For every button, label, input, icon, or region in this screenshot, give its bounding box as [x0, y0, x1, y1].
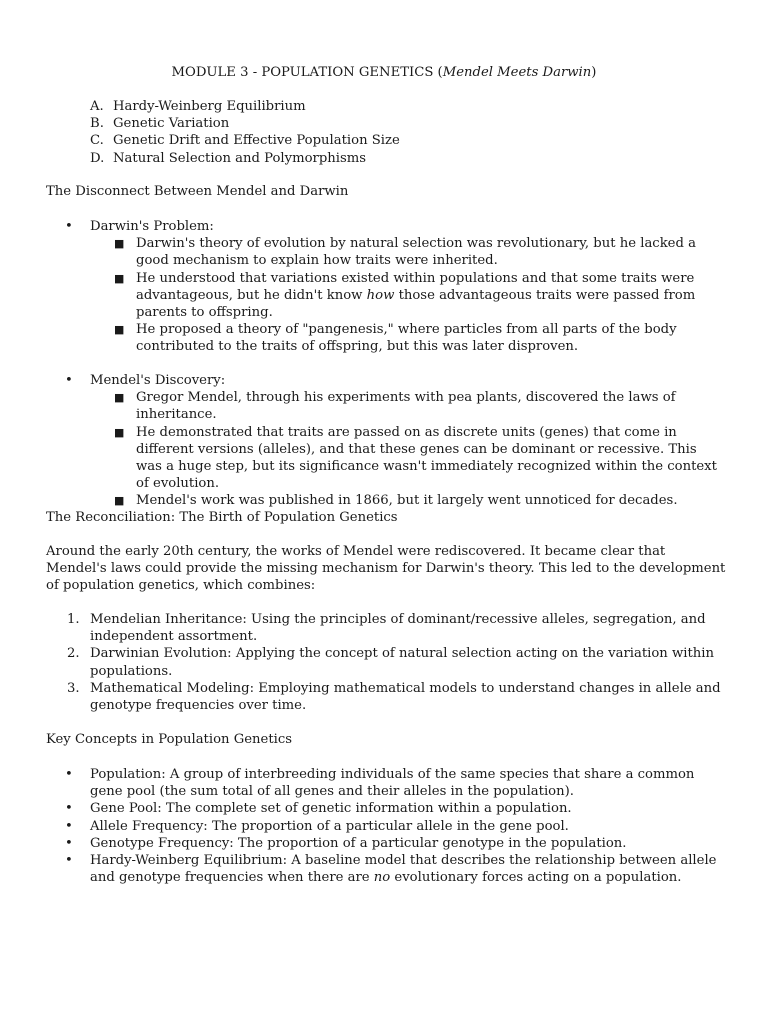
list-item: • Gene Pool: The complete set of genetic information within a population. [65, 801, 572, 817]
numbered-item: 3. Mathematical Modeling: Employing mathematical models to understand changes in allele and genotype frequencies over time. [67, 680, 721, 714]
bullet: • [65, 219, 73, 234]
bullet: • [65, 835, 73, 851]
bullet: • [65, 853, 73, 869]
bullet: • [65, 818, 73, 834]
darwin-sublist [90, 235, 726, 355]
sub-list-item: ■ He demonstrated that traits are passed on as discrete units (genes) that come in different versions (alleles), and that these genes can be dominant or recessive. This was a huge step, but its significance wasn't immediately recognized within the context of evolution. [114, 424, 717, 492]
section-heading-reconciliation: The Reconciliation: The Birth of Population Genetics [46, 510, 398, 525]
bullet: • [65, 801, 73, 817]
sub-list-item: ■ He understood that variations existed within populations and that some traits were advantageous, but he didn't know how those advantageous traits were passed from parents to offspring. [114, 270, 696, 321]
section-heading-key-concepts: Key Concepts in Population Genetics [46, 732, 293, 747]
mendel-list [46, 372, 726, 510]
key-concepts-list [46, 766, 726, 886]
bullet: • [65, 373, 73, 388]
list-item: • Mendel's Discovery: ■ Gregor Mendel, through his experiments with pea plants, discovered the laws of inheritance. ■ He demonstrated that traits are passed on as discrete units (genes) that come in different versions (alleles), and that these genes can be dominant or recessive. This was a huge step, but its significance wasn't immediately recognized within the context of evolution. ■ Mendel's work was published in 1866, but it largely went unnoticed for decades. [46, 372, 726, 510]
list-item: • Population: A group of interbreeding individuals of the same species that share a common gene pool (the sum total of all genes and their alleles in the population). [65, 767, 695, 800]
sub-list-item: ■ Gregor Mendel, through his experiments with pea plants, discovered the laws of inheritance. [114, 390, 676, 423]
sub-list-item: ■ Darwin's theory of evolution by natural selection was revolutionary, but he lacked a good mechanism to explain how traits were inherited. [114, 236, 696, 269]
combines-list [46, 611, 726, 714]
disconnect-list [46, 218, 726, 356]
sub-list-item: ■ He proposed a theory of "pangenesis," where particles from all parts of the body contributed to the traits of offspring, but this was later disproven. [114, 322, 677, 355]
list-item: • Genotype Frequency: The proportion of a particular genotype in the population. [65, 835, 627, 851]
title-text: MODULE 3 - POPULATION GENETICS ( [171, 65, 443, 80]
bullet: • [65, 767, 73, 782]
section-heading-disconnect: The Disconnect Between Mendel and Darwin [46, 184, 349, 199]
title-italic: Mendel Meets Darwin [442, 65, 592, 80]
page-title [0, 64, 768, 81]
numbered-item: 1. Mendelian Inheritance: Using the principles of dominant/recessive alleles, segregation, and independent assortment. [67, 612, 706, 645]
module-outline [46, 98, 726, 167]
reconciliation-paragraph: Around the early 20th century, the works of Mendel were rediscovered. It became clear that Mendel's laws could provide the missing mechanism for Darwin's theory. This led to the development of population genetics, which combines: [46, 544, 726, 594]
outline-item: C. Genetic Drift and Effective Population Size [90, 133, 400, 149]
sub-list-item: ■ Mendel's work was published in 1866, but it largely went unnoticed for decades. [114, 493, 678, 509]
list-item: • Allele Frequency: The proportion of a particular allele in the gene pool. [65, 818, 569, 834]
outline-item: A. Hardy-Weinberg Equilibrium [90, 99, 306, 114]
title-suffix: ) [591, 65, 597, 80]
outline-item: D. Natural Selection and Polymorphisms [90, 150, 367, 166]
mendel-sublist [90, 389, 726, 509]
list-item: • Darwin's Problem: ■ Darwin's theory of evolution by natural selection was revolutionary, but he lacked a good mechanism to explain how traits were inherited. ■ He understood that variations existed within populations and that some traits were advantageous, but he didn't know how those advantageous traits were passed from parents to offspring. ■ He proposed a theory of "pangenesis," where particles from all parts of the body contributed to the traits of offspring, but this was later disproven. [46, 218, 726, 356]
numbered-item: 2. Darwinian Evolution: Applying the concept of natural selection acting on the variation within populations. [67, 646, 714, 679]
outline-item: B. Genetic Variation [90, 116, 230, 132]
list-item: • Hardy-Weinberg Equilibrium: A baseline model that describes the relationship between allele and genotype frequencies when there are no evolutionary forces acting on a population. [65, 853, 717, 886]
